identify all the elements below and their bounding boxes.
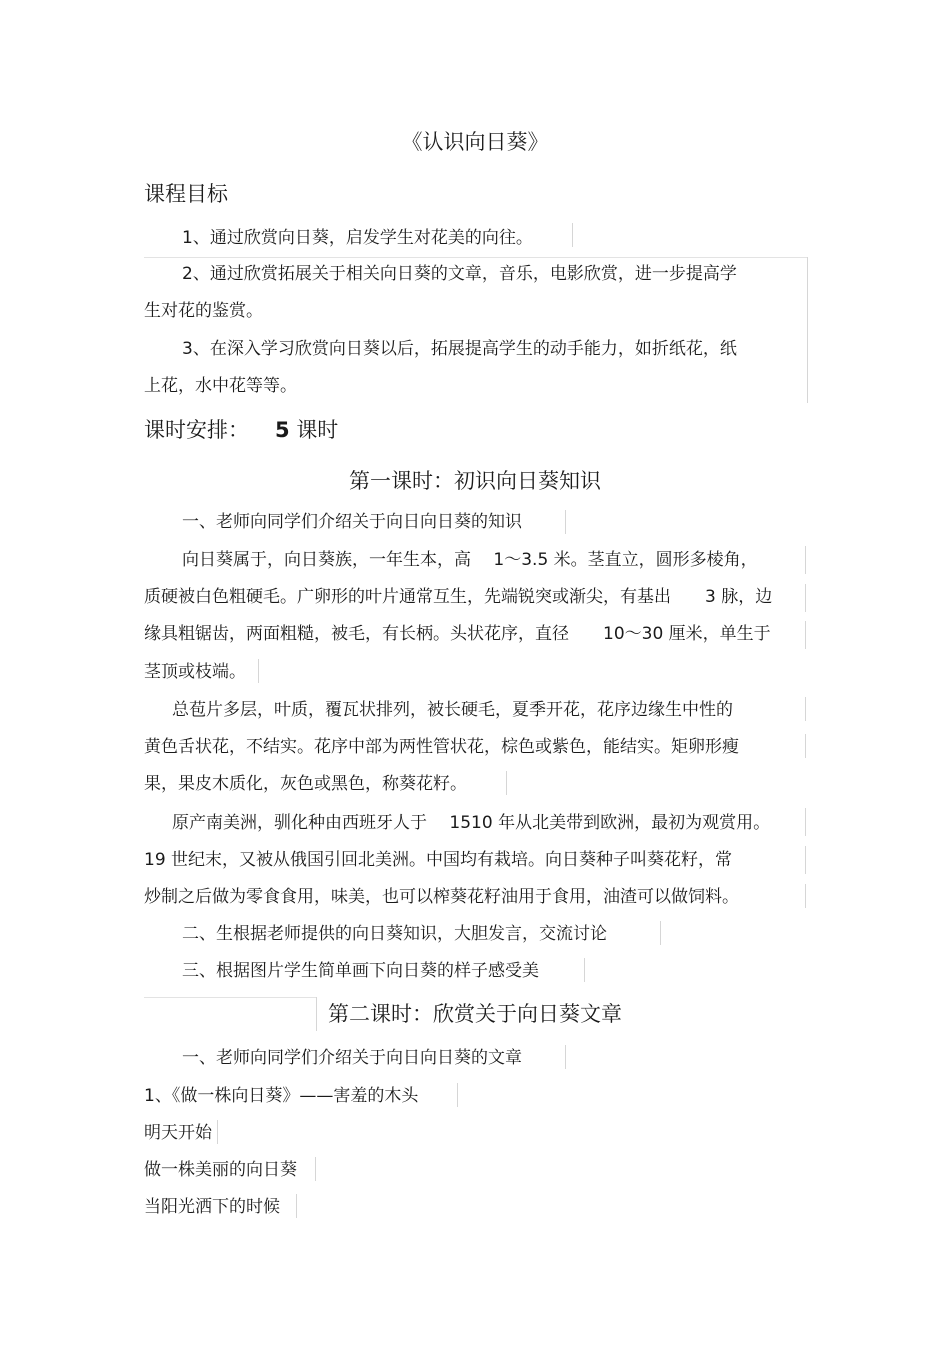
table-border — [565, 1045, 566, 1069]
paragraph-3-line-3: 炒制之后做为零食食用，味美，也可以榨葵花籽油用于食用，油渣可以做饲料。 — [144, 887, 739, 907]
table-border — [584, 958, 585, 982]
lesson-1-item-3: 三、根据图片学生简单画下向日葵的样子感受美 — [182, 961, 539, 981]
table-border — [506, 771, 507, 795]
paragraph-1-line-4: 茎顶或枝端。 — [144, 662, 246, 682]
table-border — [144, 257, 808, 258]
schedule-line — [144, 416, 338, 444]
table-border — [805, 546, 806, 574]
poem-line-2: 做一株美丽的向日葵 — [144, 1160, 297, 1180]
table-border — [805, 808, 806, 836]
table-border — [805, 734, 806, 758]
table-border — [805, 846, 806, 874]
schedule-unit: 课时 — [296, 418, 339, 442]
table-border — [258, 659, 259, 683]
paragraph-2-line-3: 果，果皮木质化，灰色或黑色，称葵花籽。 — [144, 774, 467, 794]
paragraph-2-line-2: 黄色舌状花，不结实。花序中部为两性管状花，棕色或紫色，能结实。矩卵形瘦 — [144, 737, 739, 757]
table-border — [805, 884, 806, 908]
paragraph-3-line-1: 原产南美洲，驯化种由西班牙人于 1510 年从北美带到欧洲，最初为观赏用。 — [172, 813, 771, 833]
paragraph-1-line-2: 质硬被白色粗硬毛。广卵形的叶片通常互生，先端锐突或渐尖，有基出 3 脉，边 — [144, 587, 773, 607]
table-border — [805, 584, 806, 612]
table-border — [217, 1120, 218, 1144]
lesson-1-item-1: 一、老师向同学们介绍关于向日向日葵的知识 — [182, 512, 522, 532]
paragraph-2-line-1: 总苞片多层，叶质，覆瓦状排列，被长硬毛，夏季开花，花序边缘生中性的 — [172, 700, 733, 720]
table-border — [565, 510, 566, 534]
table-border — [315, 1157, 316, 1181]
table-border — [805, 697, 806, 721]
poem-line-3: 当阳光洒下的时候 — [144, 1197, 280, 1217]
paragraph-3-line-2: 19 世纪末，又被从俄国引回北美洲。中国均有栽培。向日葵种子叫葵花籽，常 — [144, 850, 733, 870]
table-border — [296, 1194, 297, 1218]
lesson-1-heading: 第一课时：初识向日葵知识 — [349, 469, 601, 493]
table-border — [572, 223, 573, 247]
lesson-1-item-2: 二、生根据老师提供的向日葵知识，大胆发言，交流讨论 — [182, 924, 607, 944]
document-title: 《认识向日葵》 — [401, 130, 549, 154]
paragraph-1-line-3: 缘具粗锯齿，两面粗糙，被毛，有长柄。头状花序，直径 10～30 厘米，单生于 — [144, 624, 771, 644]
goal-2-line-2: 生对花的鉴赏。 — [144, 301, 263, 321]
goal-3-line-2: 上花，水中花等等。 — [144, 376, 297, 396]
poem-line-1: 明天开始 — [144, 1123, 212, 1143]
table-border — [457, 1083, 458, 1107]
table-border — [660, 921, 661, 945]
schedule-count: 5 — [275, 418, 290, 442]
table-border — [805, 621, 806, 649]
goal-3-line-1: 3、在深入学习欣赏向日葵以后，拓展提高学生的动手能力，如折纸花，纸 — [182, 339, 737, 359]
table-border — [144, 997, 316, 998]
paragraph-1-line-1: 向日葵属于，向日葵族，一年生本，高 1～3.5 米。茎直立，圆形多棱角， — [182, 550, 758, 570]
lesson-2-heading: 第二课时：欣赏关于向日葵文章 — [328, 1002, 622, 1026]
goal-2-line-1: 2、通过欣赏拓展关于相关向日葵的文章，音乐，电影欣赏，进一步提高学 — [182, 264, 737, 284]
poem-title: 1、《做一株向日葵》——害羞的木头 — [144, 1086, 419, 1106]
table-border — [807, 257, 808, 403]
schedule-label: 课时安排： — [144, 418, 249, 442]
goal-1: 1、通过欣赏向日葵，启发学生对花美的向往。 — [182, 228, 533, 248]
goals-heading: 课程目标 — [144, 182, 228, 206]
lesson-2-item-1: 一、老师向同学们介绍关于向日向日葵的文章 — [182, 1048, 522, 1068]
